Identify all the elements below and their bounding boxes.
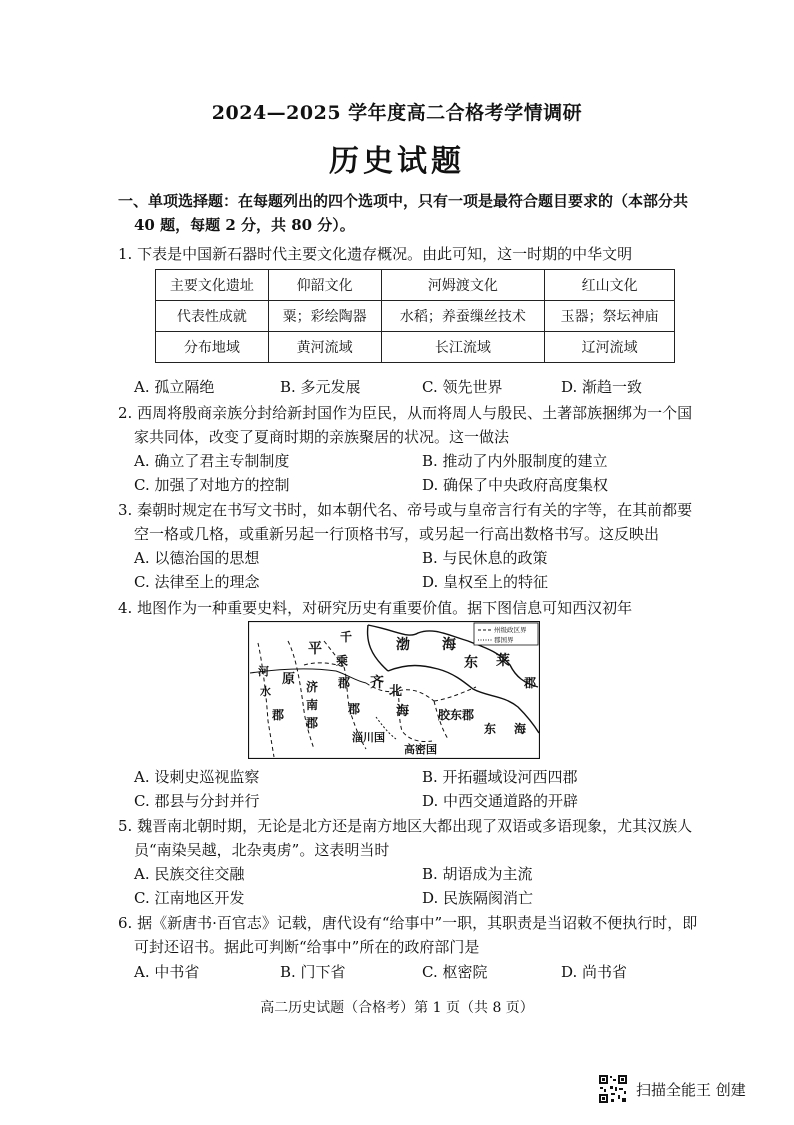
q4-stem: 4. 地图作为一种重要史料，对研究历史有重要价值。据下图信息可知西汉初年	[118, 599, 633, 617]
q3-stem-line2: 空一格或几格，或重新另起一行顶格书写，或另起一行高出数格书写。这反映出	[134, 525, 660, 543]
exam-title: 2024—2025 学年度高二合格考学情调研	[211, 102, 583, 124]
map-label: 乘	[336, 654, 349, 668]
q5-option-c[interactable]: C. 江南地区开发	[134, 889, 245, 907]
map-label: 齐	[370, 675, 384, 691]
map-label: 水	[260, 685, 271, 698]
q6-stem-line1: 6. 据《新唐书·百官志》记载，唐代设有“给事中”一职，其职责是当诏敕不便执行时，即	[118, 914, 698, 932]
map-label: 济	[306, 680, 319, 694]
table-cell: 分布地域	[156, 332, 269, 363]
table-cell: 辽河流域	[545, 332, 675, 363]
table-cell: 长江流域	[381, 332, 545, 363]
map-label: 渤	[396, 637, 410, 653]
q2-stem-line1: 2. 西周将殷商亲族分封给新封国作为臣民，从而将周人与殷民、土著部族捆绑为一个国	[118, 404, 693, 422]
table-cell: 红山文化	[545, 270, 675, 301]
map-label: 原	[282, 672, 296, 687]
table-cell: 主要文化遗址	[156, 270, 269, 301]
q2-option-c[interactable]: C. 加强了对地方的控制	[134, 476, 290, 494]
q2-option-a[interactable]: A. 确立了君主专制制度	[134, 452, 290, 470]
map-label: 千	[340, 630, 353, 644]
q4-option-b[interactable]: B. 开拓疆域设河西四郡	[422, 768, 578, 786]
section-instructions-line2: 40 题，每题 2 分，共 80 分）。	[134, 216, 355, 234]
map-label: 郡	[306, 716, 319, 730]
q6-option-b[interactable]: B. 门下省	[280, 963, 346, 981]
map-label: 莱	[496, 653, 510, 669]
map-label: 河	[258, 665, 269, 678]
q1-option-a[interactable]: A. 孤立隔绝	[134, 378, 215, 396]
q6-option-c[interactable]: C. 枢密院	[422, 963, 488, 981]
map-label: 郡	[338, 676, 351, 690]
q2-stem-line2: 家共同体，改变了夏商时期的亲族聚居的状况。这一做法	[134, 428, 510, 446]
q3-option-b[interactable]: B. 与民休息的政策	[422, 549, 548, 567]
q4-option-c[interactable]: C. 郡县与分封并行	[134, 792, 260, 810]
legend-commandery-boundary: 郡国界	[494, 636, 514, 644]
q2-option-d[interactable]: D. 确保了中央政府高度集权	[422, 476, 609, 494]
map-label: 北	[389, 684, 403, 699]
q5-stem-line1: 5. 魏晋南北朝时期，无论是北方还是南方地区大都出现了双语或多语现象，尤其汉族人	[118, 817, 693, 835]
table-cell: 仰韶文化	[268, 270, 381, 301]
scanner-watermark: 扫描全能王 创建	[636, 1081, 746, 1099]
map-label: 胶东郡	[438, 708, 475, 722]
table-cell: 河姆渡文化	[381, 270, 545, 301]
table-cell: 玉器；祭坛神庙	[545, 301, 675, 332]
map-label: 郡	[524, 676, 537, 690]
q3-option-a[interactable]: A. 以德治国的思想	[134, 549, 260, 567]
q5-option-d[interactable]: D. 民族隔阂消亡	[422, 889, 534, 907]
q6-option-a[interactable]: A. 中书省	[134, 963, 200, 981]
q1-stem: 1. 下表是中国新石器时代主要文化遗存概况。由此可知，这一时期的中华文明	[118, 245, 633, 263]
map-label: 海	[514, 722, 527, 736]
map-label: 郡	[272, 708, 285, 722]
map-label: 郡	[348, 702, 361, 716]
subject-title: 历史试题	[329, 144, 465, 179]
map-label: 东	[464, 655, 478, 671]
table-cell: 黄河流域	[268, 332, 381, 363]
map-label: 海	[442, 637, 456, 653]
table-cell: 粟；彩绘陶器	[268, 301, 381, 332]
section-instructions-line1: 一、单项选择题：在每题列出的四个选项中，只有一项是最符合题目要求的（本部分共	[118, 192, 689, 210]
map-label: 东	[484, 722, 497, 736]
q6-option-d[interactable]: D. 尚书省	[561, 963, 628, 981]
q2-option-b[interactable]: B. 推动了内外服制度的建立	[422, 452, 608, 470]
table-row	[156, 301, 675, 332]
table-row	[156, 332, 675, 363]
qr-code-icon	[598, 1074, 628, 1104]
map-label: 淄川国	[352, 731, 385, 744]
legend-state-boundary: 州级政区界	[494, 626, 527, 634]
q1-option-c[interactable]: C. 领先世界	[422, 378, 503, 396]
q1-option-b[interactable]: B. 多元发展	[280, 378, 361, 396]
q5-stem-line2: 员“南染吴越，北杂夷虏”。这表明当时	[134, 841, 390, 859]
map-label: 平	[308, 641, 322, 657]
q5-option-b[interactable]: B. 胡语成为主流	[422, 865, 533, 883]
q5-option-a[interactable]: A. 民族交往交融	[134, 865, 245, 883]
q4-option-a[interactable]: A. 设刺史巡视监察	[134, 768, 260, 786]
culture-table	[155, 269, 675, 363]
q3-stem-line1: 3. 秦朝时规定在书写文书时，如本朝代名、帝号或与皇帝言行有关的字等，在其前都要	[118, 501, 693, 519]
page-footer: 高二历史试题（合格考）第 1 页（共 8 页）	[260, 1000, 534, 1016]
western-han-map	[248, 621, 540, 759]
q3-option-c[interactable]: C. 法律至上的理念	[134, 573, 260, 591]
table-cell: 水稻；养蚕缫丝技术	[381, 301, 545, 332]
table-cell: 代表性成就	[156, 301, 269, 332]
map-label: 高密国	[404, 743, 437, 756]
q3-option-d[interactable]: D. 皇权至上的特征	[422, 573, 549, 591]
table-row	[156, 270, 675, 301]
map-label: 海	[396, 704, 410, 719]
q1-option-d[interactable]: D. 渐趋一致	[561, 378, 643, 396]
map-label: 南	[306, 698, 319, 712]
q6-stem-line2: 可封还诏书。据此可判断“给事中”所在的政府部门是	[134, 938, 480, 956]
q4-option-d[interactable]: D. 中西交通道路的开辟	[422, 792, 579, 810]
